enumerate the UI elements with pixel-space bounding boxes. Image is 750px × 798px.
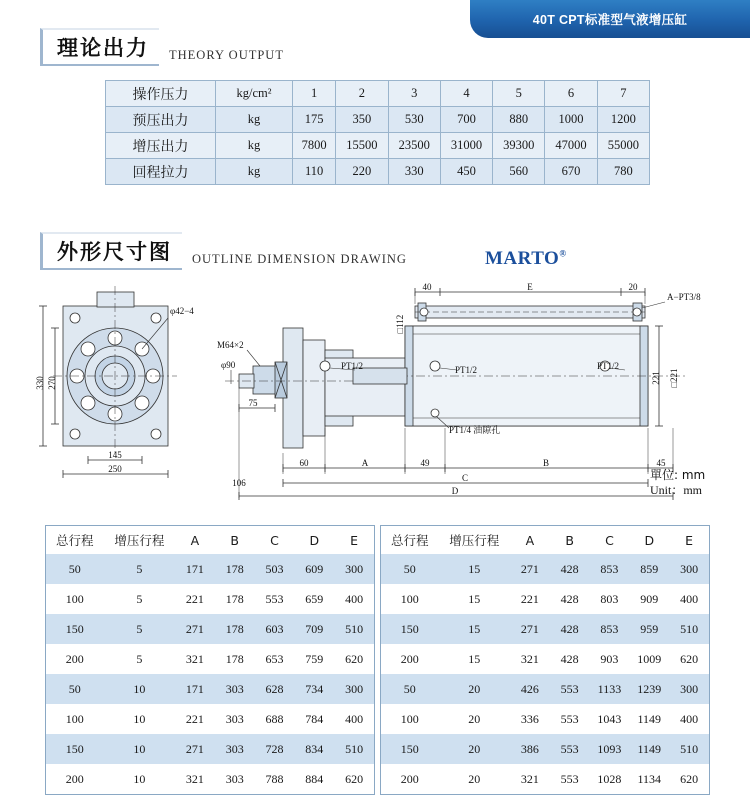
section-title-theory-en: THEORY OUTPUT (169, 48, 284, 62)
column-header: 总行程 (46, 526, 104, 554)
cell: 620 (334, 644, 374, 674)
table-header-row (381, 526, 709, 554)
cell: 803 (590, 584, 630, 614)
table-row (46, 674, 374, 704)
cell: 1000 (545, 107, 597, 133)
cell: 386 (510, 734, 550, 764)
cell: 553 (255, 584, 295, 614)
cell: 15500 (336, 133, 388, 159)
table-row (381, 644, 709, 674)
cell: 321 (175, 764, 215, 794)
cell: 5 (493, 81, 545, 107)
label-pt12-c: PT1/2 (597, 361, 620, 371)
cell: 31000 (440, 133, 492, 159)
label-pt12-b: PT1/2 (455, 365, 478, 375)
cell: 7800 (293, 133, 336, 159)
cell: 150 (381, 614, 439, 644)
cell: 47000 (545, 133, 597, 159)
cell: 171 (175, 554, 215, 584)
cell: 426 (510, 674, 550, 704)
cell: 271 (510, 554, 550, 584)
cell: 903 (590, 644, 630, 674)
cell: 688 (255, 704, 295, 734)
cell: 5 (104, 644, 175, 674)
cell: 4 (440, 81, 492, 107)
column-header: 增压行程 (104, 526, 175, 554)
cell: 628 (255, 674, 295, 704)
label-C: C (461, 473, 469, 483)
cell: 39300 (493, 133, 545, 159)
cell: 670 (545, 159, 597, 185)
cell: 178 (215, 614, 255, 644)
label-apt38: A−PT3/8 (667, 292, 701, 302)
cell: 271 (510, 614, 550, 644)
cell: 909 (629, 584, 669, 614)
cell: 400 (334, 584, 374, 614)
table-row (46, 644, 374, 674)
label-45: 45 (656, 458, 666, 468)
outline-dimension-drawing (25, 278, 725, 513)
row-unit: kg (216, 107, 293, 133)
label-49: 49 (420, 458, 430, 468)
column-header: A (510, 526, 550, 554)
column-header: E (334, 526, 374, 554)
cell: 1134 (629, 764, 669, 794)
cell: 603 (255, 614, 295, 644)
table-row (381, 704, 709, 734)
table-row (46, 584, 374, 614)
column-header: C (590, 526, 630, 554)
label-60: 60 (299, 458, 309, 468)
brand-mark: ® (559, 248, 567, 259)
cell: 336 (510, 704, 550, 734)
row-unit: kg (216, 133, 293, 159)
table-row (46, 554, 374, 584)
cell: 321 (510, 644, 550, 674)
label-B: B (542, 458, 550, 468)
cell: 271 (175, 734, 215, 764)
label-250: 250 (108, 464, 122, 474)
label-75: 75 (248, 398, 258, 408)
cell: 303 (215, 764, 255, 794)
section-title-theory (40, 28, 284, 66)
column-header: 增压行程 (439, 526, 510, 554)
cell: 450 (440, 159, 492, 185)
table-row (46, 734, 374, 764)
cell: 620 (669, 764, 709, 794)
cell: 620 (334, 764, 374, 794)
cell: 303 (215, 734, 255, 764)
cell: 784 (294, 704, 334, 734)
row-label: 回程拉力 (106, 159, 216, 185)
cell: 853 (590, 554, 630, 584)
cell: 300 (334, 674, 374, 704)
cell: 20 (439, 764, 510, 794)
cell: 221 (175, 704, 215, 734)
cell: 560 (493, 159, 545, 185)
table-row (381, 584, 709, 614)
label-square112: □112 (395, 314, 405, 334)
cell: 15 (439, 614, 510, 644)
cell: 300 (669, 674, 709, 704)
row-label: 预压出力 (106, 107, 216, 133)
table-row (381, 554, 709, 584)
section-title-theory-cn: 理论出力 (40, 28, 159, 66)
table-row (106, 133, 650, 159)
cell: 510 (334, 734, 374, 764)
cell: 10 (104, 674, 175, 704)
table-row (106, 107, 650, 133)
cell: 50 (381, 674, 439, 704)
cell: 178 (215, 644, 255, 674)
table-row (381, 764, 709, 794)
cell: 428 (550, 614, 590, 644)
label-phi42: φ42−4 (170, 306, 194, 316)
cell: 7 (597, 81, 649, 107)
cell: 503 (255, 554, 295, 584)
cell: 553 (550, 674, 590, 704)
cell: 1200 (597, 107, 649, 133)
cell: 220 (336, 159, 388, 185)
label-E: E (527, 282, 533, 292)
cell: 100 (381, 584, 439, 614)
cell: 510 (669, 614, 709, 644)
table-row (106, 81, 650, 107)
cell: 530 (388, 107, 440, 133)
table-row (46, 764, 374, 794)
cell: 221 (175, 584, 215, 614)
unit-note-cn: 單位: mm (650, 468, 706, 482)
cell: 20 (439, 734, 510, 764)
row-label: 增压出力 (106, 133, 216, 159)
cell: 100 (381, 704, 439, 734)
section-title-outline-en: OUTLINE DIMENSION DRAWING (192, 252, 407, 266)
unit-note (650, 468, 705, 498)
cell: 709 (294, 614, 334, 644)
row-label: 操作压力 (106, 81, 216, 107)
cell: 300 (334, 554, 374, 584)
label-106: 106 (232, 478, 246, 488)
cell: 1093 (590, 734, 630, 764)
cell: 510 (669, 734, 709, 764)
cell: 350 (336, 107, 388, 133)
cell: 1133 (590, 674, 630, 704)
label-pt12-a: PT1/2 (341, 361, 364, 371)
cell: 175 (293, 107, 336, 133)
cell: 200 (46, 764, 104, 794)
column-header: 总行程 (381, 526, 439, 554)
cell: 400 (334, 704, 374, 734)
cell: 303 (215, 704, 255, 734)
table-row (381, 614, 709, 644)
cell: 780 (597, 159, 649, 185)
table-row (381, 734, 709, 764)
cell: 700 (440, 107, 492, 133)
label-D: D (451, 486, 459, 496)
banner-title: 40T CPT标准型气液增压缸 (532, 13, 688, 27)
cell: 221 (510, 584, 550, 614)
cell: 553 (550, 764, 590, 794)
cell: 884 (294, 764, 334, 794)
cell: 150 (46, 614, 104, 644)
cell: 15 (439, 644, 510, 674)
table-row (381, 674, 709, 704)
cell: 271 (175, 614, 215, 644)
cell: 303 (215, 674, 255, 704)
cell: 50 (381, 554, 439, 584)
column-header: B (215, 526, 255, 554)
column-header: D (629, 526, 669, 554)
cell: 55000 (597, 133, 649, 159)
label-330: 330 (35, 376, 45, 390)
cell: 880 (493, 107, 545, 133)
cell: 2 (336, 81, 388, 107)
cell: 1028 (590, 764, 630, 794)
column-header: A (175, 526, 215, 554)
label-m64: M64×2 (217, 340, 244, 350)
table-row (106, 159, 650, 185)
cell: 200 (381, 764, 439, 794)
cell: 859 (629, 554, 669, 584)
cell: 15 (439, 584, 510, 614)
unit-note-en: Unit：mm (650, 483, 703, 497)
table-header-row (46, 526, 374, 554)
brand-name: MARTO (485, 248, 560, 269)
cell: 1149 (629, 704, 669, 734)
section-title-outline-cn: 外形尺寸图 (40, 232, 182, 270)
cell: 20 (439, 674, 510, 704)
label-square221: □221 (669, 368, 679, 388)
label-pt14: PT1/4 油隙孔 (449, 425, 501, 435)
cell: 150 (381, 734, 439, 764)
cell: 110 (293, 159, 336, 185)
cell: 1043 (590, 704, 630, 734)
cell: 321 (175, 644, 215, 674)
cell: 959 (629, 614, 669, 644)
cell: 728 (255, 734, 295, 764)
cell: 5 (104, 584, 175, 614)
cell: 6 (545, 81, 597, 107)
cell: 50 (46, 554, 104, 584)
header-banner (470, 0, 750, 38)
cell: 400 (669, 704, 709, 734)
cell: 100 (46, 704, 104, 734)
column-header: E (669, 526, 709, 554)
cell: 200 (46, 644, 104, 674)
cell: 553 (550, 704, 590, 734)
cell: 734 (294, 674, 334, 704)
cell: 620 (669, 644, 709, 674)
cell: 178 (215, 584, 255, 614)
column-header: D (294, 526, 334, 554)
cell: 10 (104, 704, 175, 734)
cell: 50 (46, 674, 104, 704)
dimension-table-left (45, 525, 375, 795)
cell: 1009 (629, 644, 669, 674)
cell: 150 (46, 734, 104, 764)
row-unit: kg (216, 159, 293, 185)
cell: 428 (550, 554, 590, 584)
cell: 23500 (388, 133, 440, 159)
cell: 853 (590, 614, 630, 644)
cell: 20 (439, 704, 510, 734)
row-unit: kg/cm² (216, 81, 293, 107)
cell: 5 (104, 554, 175, 584)
cell: 759 (294, 644, 334, 674)
brand-logo (485, 248, 567, 270)
cell: 330 (388, 159, 440, 185)
label-145: 145 (108, 450, 122, 460)
cell: 788 (255, 764, 295, 794)
label-A: A (361, 458, 369, 468)
cell: 100 (46, 584, 104, 614)
column-header: C (255, 526, 295, 554)
label-phi90: φ90 (221, 360, 236, 370)
cell: 3 (388, 81, 440, 107)
cell: 609 (294, 554, 334, 584)
cell: 10 (104, 764, 175, 794)
column-header: B (550, 526, 590, 554)
cell: 1239 (629, 674, 669, 704)
table-row (46, 614, 374, 644)
cell: 659 (294, 584, 334, 614)
cell: 834 (294, 734, 334, 764)
cell: 178 (215, 554, 255, 584)
label-270: 270 (47, 376, 57, 390)
label-20: 20 (628, 282, 638, 292)
cell: 553 (550, 734, 590, 764)
cell: 1149 (629, 734, 669, 764)
cell: 200 (381, 644, 439, 674)
cell: 510 (334, 614, 374, 644)
cell: 400 (669, 584, 709, 614)
dimension-table-right (380, 525, 710, 795)
label-221: 221 (651, 371, 661, 385)
cell: 10 (104, 734, 175, 764)
theory-output-table (105, 80, 650, 185)
cell: 300 (669, 554, 709, 584)
cell: 321 (510, 764, 550, 794)
cell: 653 (255, 644, 295, 674)
cell: 428 (550, 644, 590, 674)
section-title-outline (40, 232, 407, 270)
cell: 171 (175, 674, 215, 704)
cell: 15 (439, 554, 510, 584)
table-row (46, 704, 374, 734)
label-40: 40 (422, 282, 432, 292)
cell: 5 (104, 614, 175, 644)
cell: 428 (550, 584, 590, 614)
cell: 1 (293, 81, 336, 107)
